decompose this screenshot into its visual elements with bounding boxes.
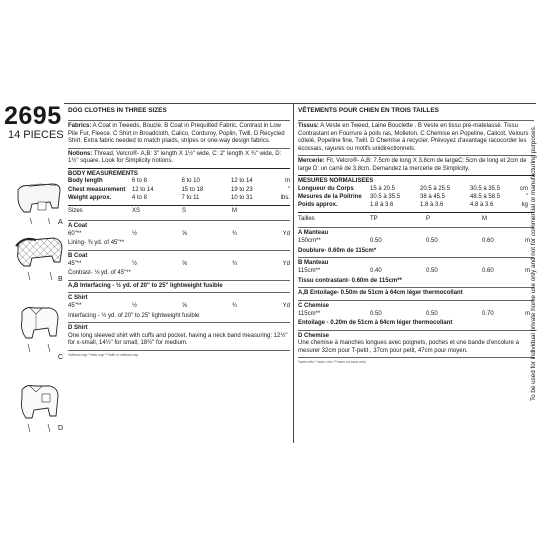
en-b-coat-yardage: 45"** ½ ⅝ ¾ Yd bbox=[68, 260, 290, 267]
fr-d-shirt-heading: D Chemise bbox=[298, 332, 330, 339]
sketch-label-a: A bbox=[58, 219, 63, 226]
en-notions: Notions: Thread, Velcro®- A,B: 3" length X 1½" wide, C: 2" length X ¾" wide, D: 1½" square. Look for Simplicity notions. bbox=[68, 150, 282, 164]
pieces-count: 14 PIECES bbox=[8, 129, 64, 141]
en-a-coat-yardage: 60"** ½ ⅝ ¾ Yd bbox=[68, 230, 290, 237]
english-column bbox=[68, 107, 290, 357]
en-body-measurements-heading: BODY MEASUREMENTS bbox=[68, 170, 138, 177]
fr-c-shirt-yardage: 115cm** 0.50 0.50 0.70 m bbox=[298, 310, 530, 317]
french-column bbox=[298, 107, 534, 365]
usage-note: To be used for individual private home use only and not for commercial or manufacturing purposes. bbox=[530, 125, 537, 401]
fr-c-shirt-heading: C Chemise bbox=[298, 302, 330, 309]
en-b-contrast: Contrast- ⅛ yd. of 45"** bbox=[68, 270, 131, 277]
table-row: Chest measurement 12 to 14 15 to 18 19 to 23 " bbox=[68, 186, 290, 193]
en-d-shirt-text: One long sleeved shirt with cuffs and pocket, having a neck band measuring: 12½" for x-small, 14½" for small, 18½" for medium. bbox=[68, 332, 288, 347]
pattern-number: 2695 bbox=[4, 102, 62, 130]
fr-title: VÊTEMENTS POUR CHIEN EN TROIS TAILLES bbox=[298, 107, 439, 114]
sketch-label-d: D bbox=[58, 425, 64, 432]
fr-notions: Mercerie: Fil, Velcro®- A,B: 7.5cm de long X 3.8cm de largeC: 5cm de long et 2cm de large D: un carré de 3.8cm. Demandez la mercerie de Simplicity. bbox=[298, 158, 527, 172]
en-fabrics: Fabrics: A Coat in Tweeds, Boucle. B Coat in Prequilted Fabric. Contrast in Low Pile Fur, Fleece. C Shirt in Broadcloth, Calico, Corduroy, Poplin, Twill. D Recycled Shirt. Extra fabric needed to match plaids, stripes or one-way design fabrics. bbox=[68, 123, 285, 144]
fr-a-coat-yardage: 150cm** 0.50 0.50 0.60 m bbox=[298, 238, 530, 245]
en-sizes-row: Sizes XS S M bbox=[68, 208, 237, 215]
en-c-shirt-heading: C Shirt bbox=[68, 295, 88, 302]
fr-sizes-row: Tailles TP P M bbox=[298, 215, 487, 222]
table-row: Mesures de la Poitrine 30.5 à 35.5 38 à 45.5 48.5 à 58.5 " bbox=[298, 194, 528, 201]
en-a-lining: Lining- ⅜ yd. of 45"** bbox=[68, 240, 125, 247]
en-c-interfacing: Interfacing - ½ yd. of 20" to 25" lightweight fusible bbox=[68, 312, 200, 319]
fr-d-shirt-text: Une chemise à manches longues avec poignets, poches et une bande d'encolure à mesurer 32cm pour T-petit , 37cm pour petit, 47cm pour moyen. bbox=[298, 340, 519, 354]
fr-b-coat-heading: B Manteau bbox=[298, 260, 329, 267]
fr-footnote: *sans velu **avec velu ***avec ou sans velu bbox=[298, 360, 366, 365]
en-a-coat-heading: A Coat bbox=[68, 222, 88, 229]
en-b-coat-heading: B Coat bbox=[68, 252, 88, 259]
en-d-shirt-heading: D Shirt bbox=[68, 325, 88, 332]
sketch-label-b: B bbox=[58, 276, 63, 283]
table-row: Poids approx. 1.8 à 3.6 1.8 à 3.6 4.8 à 3.6 kg bbox=[298, 202, 528, 209]
fr-a-lining: Doublure- 0.60m de 115cm* bbox=[298, 247, 377, 254]
table-row: Longueur du Corps 15 à 20.5 20.5 à 25.5 30.5 à 35.5 cm bbox=[298, 185, 528, 192]
fr-b-coat-yardage: 115cm** 0.40 0.50 0.60 m bbox=[298, 268, 530, 275]
table-row: Body length 6 to 8 8 to 10 12 to 14 In bbox=[68, 178, 290, 185]
fr-ab-interfacing: A,B Entoilage- 0.50m de 51cm à 64cm léger thermocollant bbox=[298, 290, 463, 297]
en-ab-interfacing: A,B Interfacing - ½ yd. of 20" to 25" lightweight fusible bbox=[68, 282, 223, 289]
top-rule bbox=[64, 103, 536, 104]
sketch-label-c: C bbox=[58, 354, 64, 361]
fr-measurements-table bbox=[298, 186, 528, 211]
en-c-shirt-yardage: 45"** ½ ⅝ ¾ Yd bbox=[68, 303, 290, 310]
fr-a-coat-heading: A Manteau bbox=[298, 230, 329, 237]
en-footnote: *without nap **with nap ***with or without nap bbox=[68, 352, 139, 357]
table-row: Weight approx. 4 to 8 7 to 11 10 to 31 lbs. bbox=[68, 194, 290, 201]
fr-b-contrast: Tissu contrastant- 0.60m de 115cm** bbox=[298, 277, 402, 284]
en-measurements-table bbox=[68, 178, 290, 203]
column-divider bbox=[293, 103, 294, 443]
dog-shirt-c-sketch bbox=[12, 300, 68, 356]
fr-fabrics: Tissus: A Veste en Tweed, Laine Bouclette . B Veste en tissu pré-matelassé. Tissu Contrastant en Fourrure à poils ras, Molleton. C Chemise en Popeline, Calicot, Velours côtelé, Popeline fine, Twill. D ChemIse à recycler. Prévoyez d'avantage racocorder les écossais, rayures ou motifs unidirectionnels. bbox=[298, 123, 529, 152]
fr-body-measurements-heading: MESURES NORMALISEES bbox=[298, 178, 374, 184]
en-title: DOG CLOTHES IN THREE SIZES bbox=[68, 107, 167, 114]
fr-c-interfacing: Entoilage - 0.20m de 51cm à 64cm léger thermocollant bbox=[298, 320, 453, 327]
